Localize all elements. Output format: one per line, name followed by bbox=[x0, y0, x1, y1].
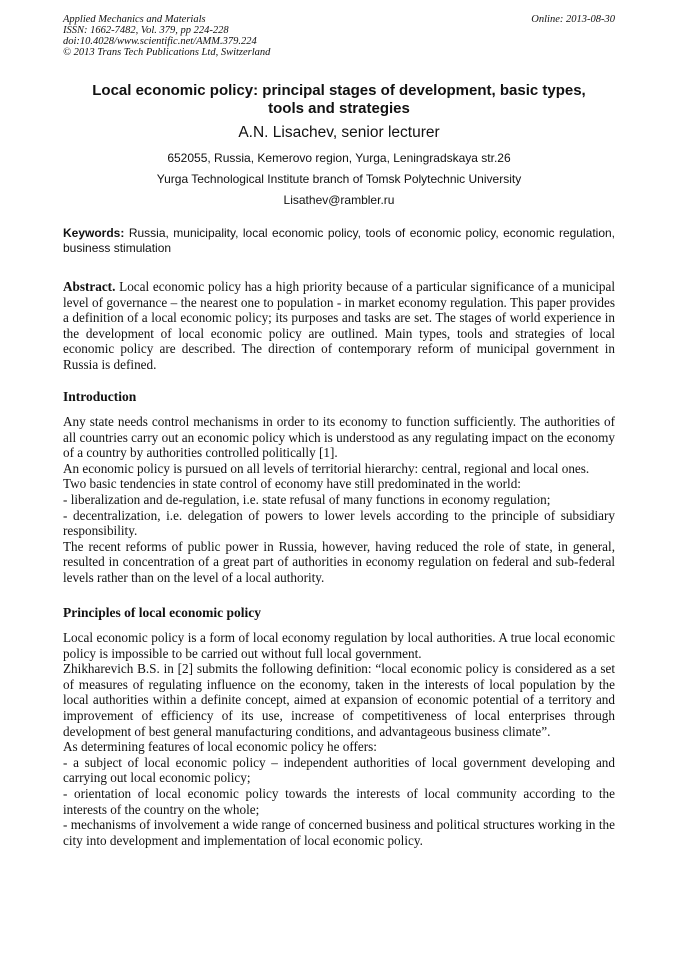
paragraph: As determining features of local economic policy he offers: bbox=[63, 739, 377, 755]
list-item: - mechanisms of involvement a wide range of concerned business and political structures working in the city into development and implementation of local economic policy. bbox=[63, 817, 615, 848]
introduction-body bbox=[63, 414, 615, 586]
principles-heading: Principles of local economic policy bbox=[63, 605, 261, 620]
keywords-label: Keywords: bbox=[63, 226, 125, 240]
affiliation-address: 652055, Russia, Kemerovo region, Yurga, Leningradskaya str.26 bbox=[167, 151, 511, 165]
paper-title bbox=[55, 82, 623, 118]
paragraph: Zhikharevich B.S. in [2] submits the following definition: “local economic policy is considered as a set of measures of regulating influence on the economy, taken in the interests of local population by the local authorities within a definite concept, aimed at expansion of economic potential of a territory and improvement of efficiency of its use, increase of competitiveness of local enterprises through development of best general manufacturing conditions, and advantageous business climate”. bbox=[63, 661, 615, 739]
title-line-1: Local economic policy: principal stages of development, basic types, bbox=[92, 82, 586, 99]
keywords-text: Russia, municipality, local economic policy, tools of economic policy, economic regulation, business stimulation bbox=[63, 226, 615, 255]
list-item: - decentralization, i.e. delegation of powers to lower levels according to the principle of subsidiary responsibility. bbox=[63, 507, 615, 539]
paragraph: Local economic policy is a form of local economy regulation by local authorities. A true local economic policy is impossible to be carried out without full local government. bbox=[63, 630, 615, 661]
title-line-2: tools and strategies bbox=[268, 100, 410, 117]
introduction-heading: Introduction bbox=[63, 389, 137, 404]
abstract-text: Local economic policy has a high priority because of a particular significance of a municipal level of governance – the nearest one to population - in market economy regulation. This paper provides a definition of a local economic policy; its purposes and tasks are set. The stages of world experience in the development of local economic policy are outlined. Main types, tools and strategies of local economic policy are described. The direction of contemporary reform of municipal government in Russia is defined. bbox=[63, 279, 615, 372]
paragraph: The recent reforms of public power in Russia, however, having reduced the role of state, in general, resulted in concentration of a great part of authorities in economy regulation on federal and sub-federal levels rather than on the level of a local authority. bbox=[63, 538, 615, 585]
paragraph: An economic policy is pursued on all levels of territorial hierarchy: central, regional and local ones. bbox=[63, 460, 590, 476]
doi-line: doi:10.4028/www.scientific.net/AMM.379.224 bbox=[63, 36, 257, 47]
issn-line: ISSN: 1662-7482, Vol. 379, pp 224-228 bbox=[63, 25, 229, 36]
online-date: Online: 2013-08-30 bbox=[531, 14, 615, 25]
list-item: - a subject of local economic policy – independent authorities of local government developing and carrying out local economic policy; bbox=[63, 754, 615, 786]
author-line: A.N. Lisachev, senior lecturer bbox=[238, 124, 440, 141]
abstract bbox=[63, 279, 615, 373]
paragraph: Two basic tendencies in state control of economy have still predominated in the world: bbox=[63, 476, 521, 492]
affiliation-institute: Yurga Technological Institute branch of Tomsk Polytechnic University bbox=[156, 172, 522, 186]
copyright-line: © 2013 Trans Tech Publications Ltd, Switzerland bbox=[63, 47, 271, 58]
journal-name: Applied Mechanics and Materials bbox=[63, 14, 206, 25]
abstract-label: Abstract. bbox=[63, 279, 116, 294]
principles-body bbox=[63, 630, 615, 848]
author-email: Lisathev@rambler.ru bbox=[283, 193, 395, 207]
keywords bbox=[63, 226, 615, 256]
list-item: - liberalization and de-regulation, i.e. state refusal of many functions in economy regulation; bbox=[63, 491, 551, 507]
journal-header bbox=[63, 14, 615, 58]
paragraph: Any state needs control mechanisms in order to its economy to function sufficiently. The authorities of all countries carry out an economic policy which is understood as any regulating impact on the economy of a country by authorities controlled politically [1]. bbox=[63, 414, 615, 461]
list-item: - orientation of local economic policy towards the interests of local community according to the interests of the country on the whole; bbox=[63, 785, 615, 817]
